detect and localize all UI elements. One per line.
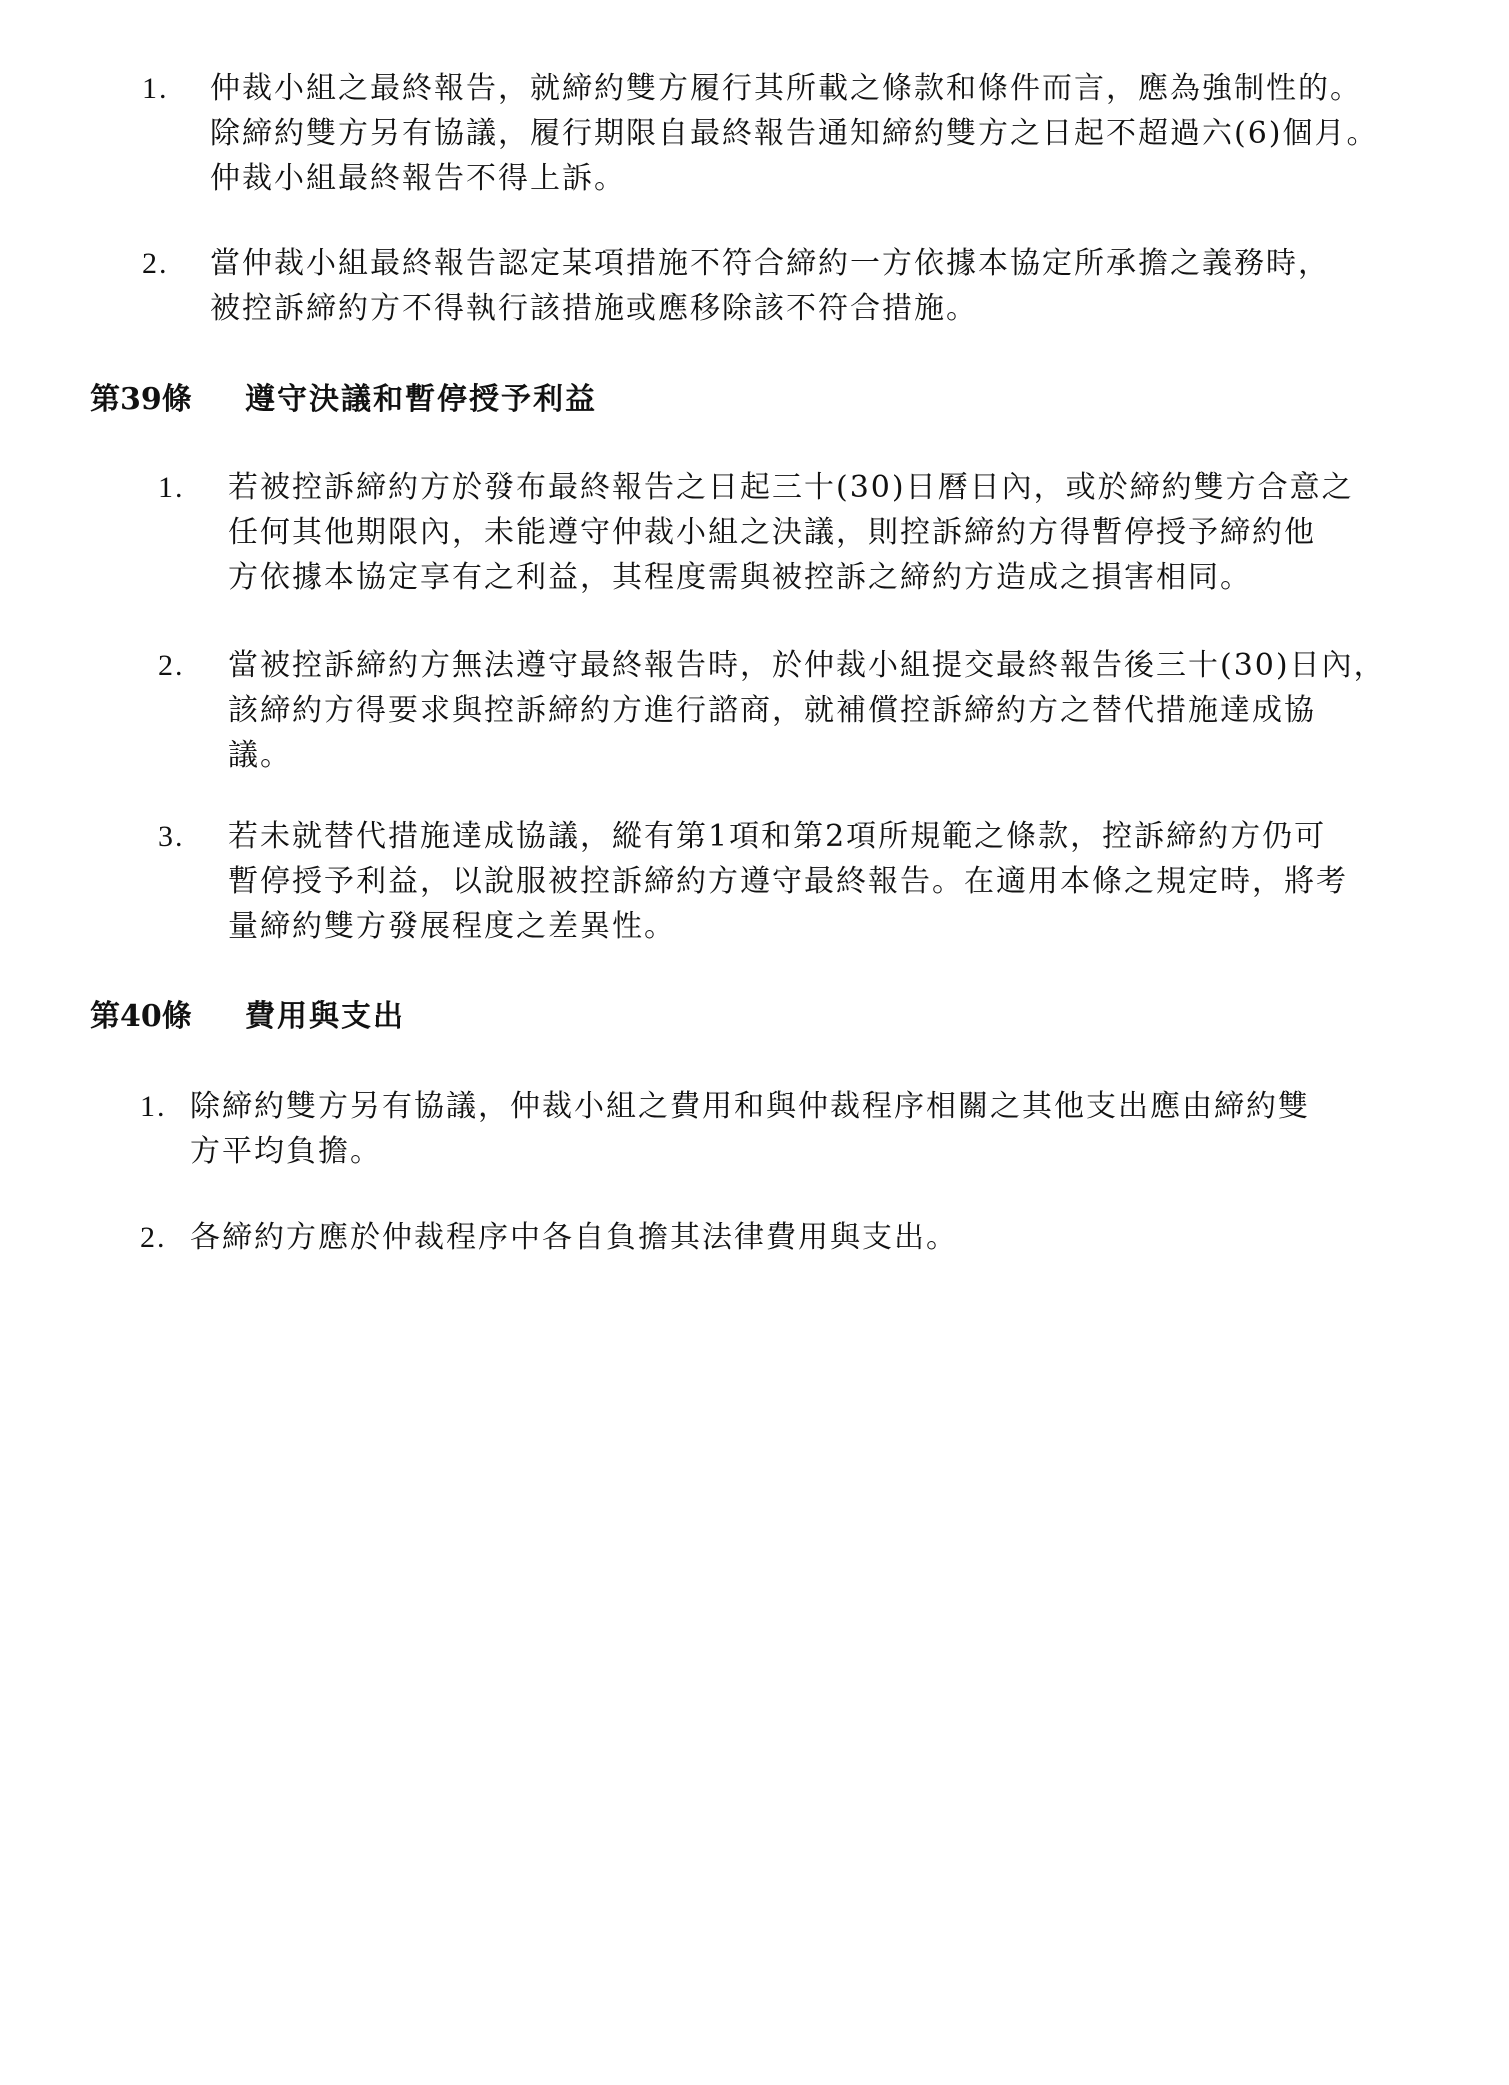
item-text-line: 除締約雙方另有協議，履行期限自最終報告通知締約雙方之日起不超過六(6)個月。	[210, 116, 1379, 151]
item-number: 1.	[158, 471, 185, 504]
item-text-line: 仲裁小組之最終報告，就締約雙方履行其所載之條款和條件而言，應為強制性的。	[210, 71, 1362, 106]
item-number: 2.	[158, 649, 185, 682]
item-text-line: 方平均負擔。	[190, 1134, 382, 1169]
item-text-line: 被控訴締約方不得執行該措施或應移除該不符合措施。	[210, 291, 978, 326]
item-text-line: 若被控訴締約方於發布最終報告之日起三十(30)日曆日內，或於締約雙方合意之	[228, 470, 1354, 505]
item-text-line: 各締約方應於仲裁程序中各自負擔其法律費用與支出。	[190, 1220, 958, 1255]
item-text-line: 議。	[228, 738, 292, 773]
item-number: 3.	[158, 820, 185, 853]
item-number: 1.	[140, 1090, 167, 1123]
article-title: 遵守決議和暫停授予利益	[245, 382, 597, 417]
item-text-line: 當被控訴締約方無法遵守最終報告時，於仲裁小組提交最終報告後三十(30)日內，	[228, 648, 1386, 683]
article-title: 費用與支出	[245, 999, 405, 1034]
item-text-line: 該締約方得要求與控訴締約方進行諮商，就補償控訴締約方之替代措施達成協	[228, 693, 1316, 728]
item-text-line: 量締約雙方發展程度之差異性。	[228, 909, 676, 944]
item-text-line: 暫停授予利益，以說服被控訴締約方遵守最終報告。在適用本條之規定時，將考	[228, 864, 1348, 899]
article-number: 第39條	[90, 382, 192, 417]
item-text-line: 方依據本協定享有之利益，其程度需與被控訴之締約方造成之損害相同。	[228, 560, 1252, 595]
item-text-line: 任何其他期限內，未能遵守仲裁小組之決議，則控訴締約方得暫停授予締約他	[228, 515, 1316, 550]
item-number: 2.	[142, 247, 169, 280]
item-text-line: 仲裁小組最終報告不得上訴。	[210, 161, 626, 196]
item-text-line: 除締約雙方另有協議，仲裁小組之費用和與仲裁程序相關之其他支出應由締約雙	[190, 1089, 1310, 1124]
item-text-line: 當仲裁小組最終報告認定某項措施不符合締約一方依據本協定所承擔之義務時，	[210, 246, 1330, 281]
item-text-line: 若未就替代措施達成協議，縱有第1項和第2項所規範之條款，控訴締約方仍可	[228, 819, 1327, 854]
item-number: 2.	[140, 1221, 167, 1254]
item-number: 1.	[142, 72, 169, 105]
article-number: 第40條	[90, 999, 192, 1034]
